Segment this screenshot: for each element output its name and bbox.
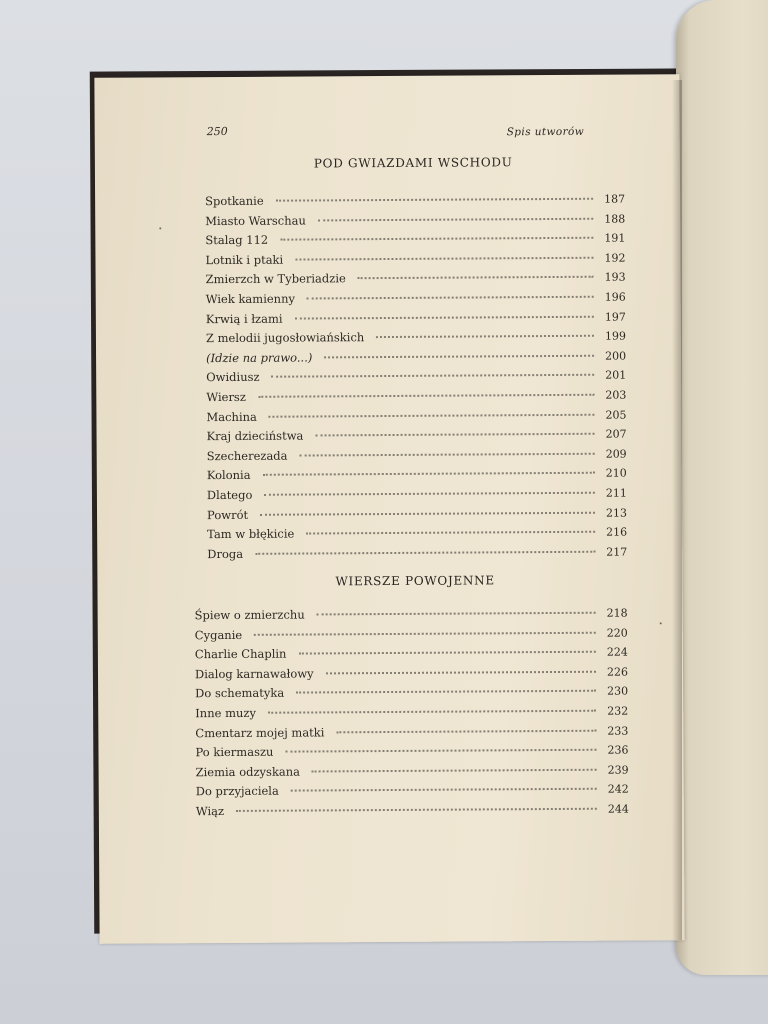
dot-leader (300, 451, 595, 456)
toc-entry-page: 191 (604, 231, 626, 245)
section-title-1: POD GWIAZDAMI WSCHODU (313, 155, 513, 171)
toc-entry-page: 213 (605, 506, 628, 520)
toc-entry-title: Wiek kamienny (205, 291, 296, 307)
spine-shadow (672, 80, 682, 940)
toc-entry-title: Do schematyka (195, 686, 285, 701)
toc-entry-title: Do przyjaciela (195, 784, 279, 799)
toc-entry-title: Z melodii jugosłowiańskich (205, 330, 365, 346)
book-page (94, 74, 684, 944)
dot-leader (295, 314, 594, 319)
dot-leader (358, 275, 594, 279)
dot-leader (312, 767, 597, 772)
toc-entry (207, 427, 627, 449)
toc-entry (195, 704, 628, 726)
toc-entry (195, 684, 628, 706)
section-title-2: WIERSZE POWOJENNE (335, 573, 495, 589)
paper-speck (660, 622, 662, 624)
toc-entry-title: Inne muzy (195, 705, 256, 721)
toc-entry-title: Droga (207, 546, 244, 561)
dot-leader (291, 787, 597, 792)
dot-leader (376, 334, 594, 338)
page-number: 250 (206, 124, 228, 139)
dot-leader (336, 728, 596, 733)
dot-leader (306, 530, 595, 535)
toc-entry-title: Stalag 112 (205, 232, 269, 248)
toc-entry-title: Krwią i łzami (205, 311, 283, 326)
dot-leader (315, 432, 594, 437)
toc-entry (206, 387, 626, 409)
toc-entry (207, 525, 627, 547)
toc-entry-title: Szecherezada (206, 448, 288, 463)
toc-entry-page: 188 (604, 212, 626, 226)
toc-entry-page: 200 (605, 349, 627, 363)
toc-entry-title: Śpiew o zmierzchu (194, 607, 305, 623)
toc-entry-title: Cmentarz mojej matki (195, 724, 325, 740)
toc-entry-title: Lotnik i ptaki (205, 252, 284, 267)
toc-entry-page: 217 (606, 545, 628, 559)
dot-leader (264, 491, 595, 496)
toc-entry-title: Owidiusz (206, 370, 260, 385)
toc-entry (195, 645, 628, 667)
toc-entry (195, 743, 628, 765)
right-page-edge (676, 0, 768, 975)
toc-entry-page: 239 (607, 763, 629, 777)
dot-leader (317, 611, 596, 616)
toc-entry-page: 199 (604, 329, 626, 343)
dot-leader (260, 510, 595, 515)
toc-entry-page: 236 (607, 743, 629, 757)
toc-entry-page: 201 (605, 368, 627, 383)
toc-entry (206, 309, 626, 331)
toc-entry (206, 270, 626, 292)
toc-entry (205, 211, 625, 233)
toc-entry-title: Dialog karnawałowy (194, 666, 314, 681)
dot-leader (258, 393, 594, 398)
toc-entry (207, 446, 627, 468)
toc-entry-page: 203 (605, 388, 627, 402)
toc-entry (195, 625, 628, 647)
toc-entry-page: 211 (605, 486, 627, 500)
toc-entry (205, 192, 625, 214)
toc-entry (205, 250, 625, 272)
dot-leader (324, 353, 594, 358)
toc-entry (196, 801, 629, 823)
toc-entry (195, 606, 628, 628)
dot-leader (298, 650, 595, 655)
toc-entry (207, 466, 627, 488)
toc-entry-title: Powrót (206, 507, 249, 522)
toc-entry-title: Ziemia odzyskana (195, 764, 301, 779)
toc-entry-page: 242 (607, 782, 629, 797)
dot-leader (285, 748, 596, 753)
dot-leader (272, 373, 595, 378)
toc-entry-page: 197 (604, 310, 626, 324)
toc-entry-title: Charlie Chaplin (194, 646, 287, 662)
toc-entry (206, 407, 626, 429)
dot-leader (268, 709, 596, 714)
dot-leader (255, 549, 595, 554)
toc-entry-page: 205 (605, 408, 627, 422)
toc-entry-page: 216 (606, 525, 628, 539)
toc-entry (195, 723, 628, 745)
toc-entry-page: 187 (604, 192, 626, 206)
toc-entry (196, 762, 629, 784)
toc-entry-page: 230 (607, 684, 629, 699)
toc-entry-title: (Idzie na prawo...) (206, 350, 313, 365)
toc-entry-page: 218 (606, 606, 628, 620)
toc-entry-title: Wiąz (195, 803, 225, 819)
toc-entry-page: 196 (604, 290, 626, 304)
toc-entry-title: Spotkanie (205, 193, 264, 209)
toc-entry (206, 348, 626, 370)
toc-entry-page: 232 (607, 704, 629, 718)
toc-entry-title: Kolonia (206, 468, 251, 483)
toc-entry (195, 664, 628, 686)
dot-leader (263, 471, 595, 476)
toc-entry (206, 329, 626, 351)
toc-entry-page: 192 (604, 251, 626, 265)
toc-list-1 (205, 192, 627, 567)
toc-list-2 (195, 606, 629, 824)
toc-entry-title: Tam w błękicie (207, 526, 295, 542)
paper-speck (159, 227, 161, 229)
dot-leader (295, 256, 593, 261)
toc-entry-page: 209 (605, 447, 627, 461)
toc-entry-title: Kraj dzieciństwa (206, 428, 304, 444)
toc-entry-title: Dlatego (206, 487, 253, 503)
dot-leader (280, 236, 593, 241)
dot-leader (318, 216, 593, 221)
toc-entry-title: Miasto Warschau (205, 213, 306, 228)
dot-leader (307, 295, 594, 300)
toc-entry-page: 224 (606, 645, 628, 659)
toc-entry-title: Machina (206, 409, 257, 424)
toc-entry (196, 782, 629, 804)
toc-entry-page: 244 (607, 802, 629, 816)
toc-entry (206, 368, 626, 390)
toc-entry (207, 544, 627, 566)
toc-entry (206, 290, 626, 312)
running-title: Spis utworów (506, 125, 585, 139)
toc-entry (207, 505, 627, 527)
toc-entry-page: 233 (607, 724, 629, 738)
dot-leader (296, 689, 596, 694)
toc-entry-title: Cyganie (194, 627, 243, 642)
toc-entry-title: Zmierzch w Tyberiadzie (205, 271, 346, 287)
toc-entry-page: 226 (606, 665, 629, 679)
toc-entry-page: 220 (606, 626, 628, 640)
toc-entry (205, 231, 625, 253)
toc-entry-page: 193 (604, 270, 626, 285)
toc-entry-page: 210 (605, 466, 627, 480)
dot-leader (236, 807, 597, 812)
toc-entry-title: Po kiermaszu (195, 744, 274, 760)
dot-leader (326, 670, 596, 675)
dot-leader (276, 197, 594, 202)
dot-leader (254, 630, 596, 635)
toc-entry-title: Wiersz (206, 389, 246, 405)
toc-entry (207, 485, 627, 507)
toc-entry-page: 207 (605, 427, 627, 441)
dot-leader (269, 412, 595, 417)
